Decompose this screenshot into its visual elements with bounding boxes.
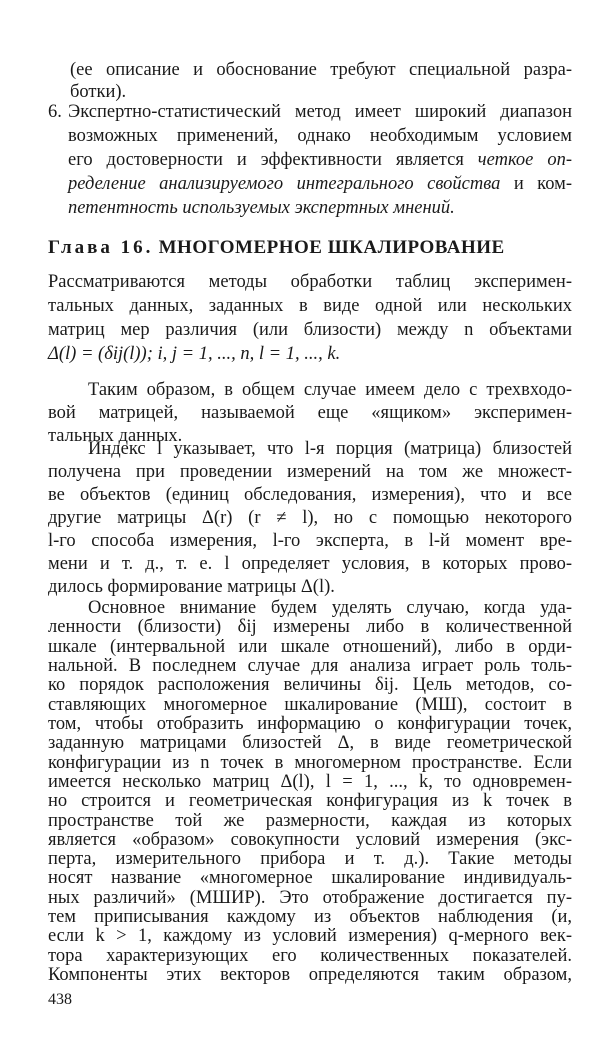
- text-line: мени и т. д., т. е. l определяет условия, в которых прово-: [48, 554, 572, 574]
- text-span: и ком-: [513, 174, 572, 194]
- text-line: [68, 172, 572, 196]
- text-line: заданную матрицами близостей Δ, в виде геометрической: [48, 733, 572, 754]
- chapter-prefix: Глава 16.: [48, 237, 154, 258]
- text-line: ставляющих многомерное шкалирование (МШ), состоит в: [48, 694, 572, 715]
- text-line: том, чтобы отобразить информацию о конфигурации точек,: [48, 713, 572, 734]
- chapter-title: МНОГОМЕРНОЕ ШКАЛИРОВАНИЕ: [158, 237, 505, 258]
- list-number: 6.: [48, 102, 62, 122]
- text-line: возможных применений, однако необходимым условием: [68, 126, 572, 146]
- text-line: шкале (интервальной или шкале отношений), либо в орди-: [48, 636, 572, 657]
- text-line: является «образом» совокупности условий измерения (экс-: [48, 829, 572, 850]
- italic-span: петентность используемых экспертных мнений.: [68, 198, 455, 218]
- text-line: ботки).: [70, 82, 127, 102]
- text-line: дилось формирование матрицы Δ(l).: [48, 577, 335, 597]
- text-line: вой матрицей, называемой еще «ящиком» эксперимен-: [48, 403, 572, 423]
- text-line: имеется несколько матриц Δ(l), l = 1, ..., k, то одновремен-: [48, 771, 572, 792]
- text-line: ко порядок расположения величины δij. Цель методов, со-: [48, 675, 572, 696]
- text-line: Экспертно-статистический метод имеет широкий диапазон: [68, 102, 572, 122]
- text-line: если k > 1, каждому из условий измерения) q-мерного век-: [48, 926, 572, 947]
- text-line: Индекс l указывает, что l-я порция (матрица) близостей: [88, 439, 572, 459]
- text-line: получена при проведении измерений на том же множест-: [48, 462, 572, 482]
- text-line: но строится и геометрическая конфигурация из k точек в: [48, 791, 572, 812]
- text-line: перта, измерительного прибора и т. д.). Такие методы: [48, 849, 572, 870]
- text-line: другие матрицы Δ(r) (r ≠ l), но с помощью некоторого: [48, 508, 572, 528]
- text-span: его достоверности и эффективности является: [68, 150, 464, 170]
- page-number: 438: [48, 991, 72, 1008]
- text-line: тем приписывания каждому из объектов наблюдения (и,: [48, 907, 572, 928]
- text-line: тальных данных.: [48, 426, 183, 446]
- text-line: [68, 196, 572, 220]
- text-line: [68, 148, 572, 172]
- text-line: Компоненты этих векторов определяются таким образом,: [48, 965, 572, 985]
- text-line: Основное внимание будем уделять случаю, когда уда-: [88, 598, 572, 618]
- chapter-heading: [48, 236, 505, 260]
- text-line: ленности (близости) δij измерены либо в количественной: [48, 617, 572, 638]
- text-line: ных различий» (МШИР). Это отображение достигается пу-: [48, 887, 572, 908]
- italic-span: четкое оп-: [477, 150, 572, 170]
- text-line: Таким образом, в общем случае имеем дело с трехвходо-: [88, 380, 572, 400]
- text-line: ве объектов (единиц обследования, измерения), что и все: [48, 485, 572, 505]
- text-line: носят название «многомерное шкалирование индивидуаль-: [48, 868, 572, 889]
- text-line: тора характеризующих его количественных показателей.: [48, 945, 572, 966]
- formula: Δ(l) = (δij(l)); i, j = 1, ..., n, l = 1, ..., k.: [48, 344, 341, 364]
- text-line: l-го способа измерения, l-го эксперта, в l-й момент вре-: [48, 531, 572, 551]
- text-line: пространстве той же размерности, каждая из которых: [48, 810, 572, 831]
- text-line: Рассматриваются методы обработки таблиц эксперимен-: [48, 272, 572, 292]
- text-line: тальных данных, заданных в виде одной или нескольких: [48, 296, 572, 316]
- text-line: матриц мер различия (или близости) между n объектами: [48, 320, 572, 340]
- text-line: конфигурации из n точек в многомерном пространстве. Если: [48, 752, 572, 773]
- italic-span: ределение анализируемого интегрального свойства: [68, 174, 501, 194]
- text-line: (ее описание и обоснование требуют специальной разра-: [70, 60, 572, 80]
- text-line: нальной. В последнем случае для анализа играет роль толь-: [48, 655, 572, 676]
